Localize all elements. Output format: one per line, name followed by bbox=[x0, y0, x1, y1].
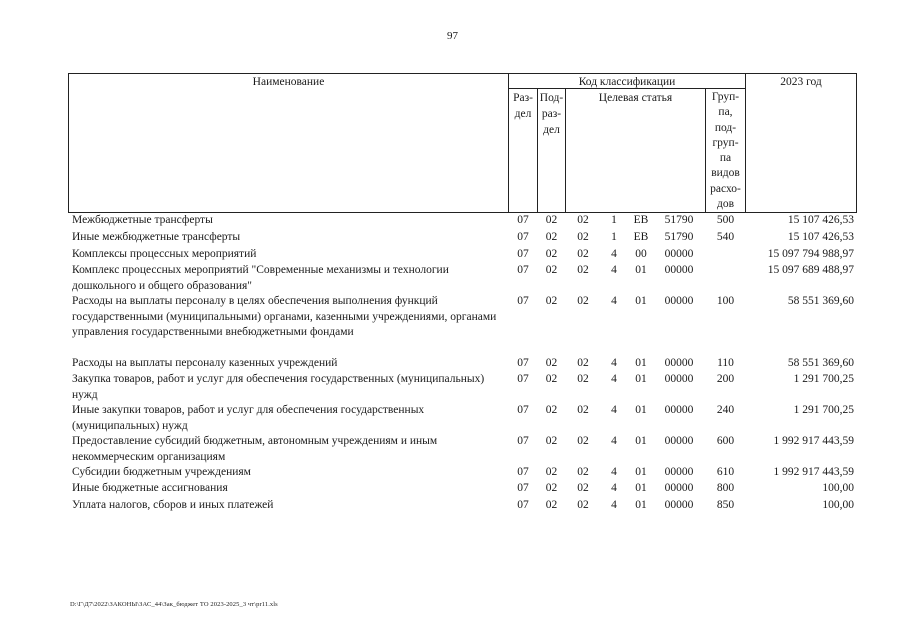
cell-direction: 01 bbox=[635, 357, 647, 369]
cell-subprogram: 1 bbox=[611, 231, 617, 243]
cell-direction: 01 bbox=[635, 264, 647, 276]
cell-program: 02 bbox=[577, 435, 589, 447]
file-path-footer: D:\Г\Д7\2022\ЗАКОНЫ\ЗАС_44\Зак_бюджет ТО 2023-2025_3 чт\pr11.xls bbox=[70, 601, 278, 608]
cell-expense-code: 51790 bbox=[664, 214, 694, 226]
cell-expense-code: 00000 bbox=[664, 264, 694, 276]
cell-direction: ЕВ bbox=[633, 231, 649, 243]
cell-subprogram: 4 bbox=[611, 435, 617, 447]
cell-subprogram: 4 bbox=[611, 248, 617, 260]
row-name: Иные бюджетные ассигнования bbox=[72, 482, 228, 494]
cell-razdel: 07 bbox=[517, 264, 529, 276]
cell-expense-code: 00000 bbox=[664, 499, 694, 511]
cell-program: 02 bbox=[577, 214, 589, 226]
cell-direction: 01 bbox=[635, 373, 647, 385]
cell-expense-code: 51790 bbox=[664, 231, 694, 243]
cell-podrazdel: 02 bbox=[545, 499, 558, 511]
cell-direction: 01 bbox=[635, 295, 647, 307]
cell-amount: 100,00 bbox=[822, 499, 854, 511]
header-target: Целевая статья bbox=[598, 92, 673, 104]
cell-subprogram: 4 bbox=[611, 295, 617, 307]
cell-direction: 00 bbox=[635, 248, 647, 260]
cell-direction: 01 bbox=[635, 404, 647, 416]
cell-program: 02 bbox=[577, 466, 589, 478]
cell-subprogram: 4 bbox=[611, 404, 617, 416]
cell-subprogram: 4 bbox=[611, 482, 617, 494]
cell-amount: 15 107 426,53 bbox=[787, 214, 854, 226]
row-name: Комплекс процессных мероприятий "Современные механизмы и технологии дошкольного и общего образования" bbox=[72, 264, 449, 292]
cell-podrazdel: 02 bbox=[545, 466, 558, 478]
cell-expense-type: 800 bbox=[716, 482, 735, 494]
cell-expense-type: 200 bbox=[716, 373, 735, 385]
cell-program: 02 bbox=[577, 373, 589, 385]
cell-razdel: 07 bbox=[517, 466, 529, 478]
cell-podrazdel: 02 bbox=[545, 357, 558, 369]
cell-razdel: 07 bbox=[517, 482, 529, 494]
cell-amount: 1 291 700,25 bbox=[793, 373, 854, 385]
cell-razdel: 07 bbox=[517, 248, 529, 260]
header-name: Наименование bbox=[252, 76, 325, 88]
cell-expense-code: 00000 bbox=[664, 466, 694, 478]
cell-direction: 01 bbox=[635, 499, 647, 511]
page-number: 97 bbox=[447, 30, 458, 42]
cell-subprogram: 4 bbox=[611, 264, 617, 276]
header-code-classification: Код классификации bbox=[578, 76, 676, 88]
cell-program: 02 bbox=[577, 248, 589, 260]
row-name: Расходы на выплаты персоналу казенных учреждений bbox=[72, 357, 338, 369]
row-name: Расходы на выплаты персоналу в целях обеспечения выполнения функций государственными (муниципальными) органами, казенными учреждениями, органами управления государственными внебюджетными фондами bbox=[72, 295, 497, 338]
cell-amount: 15 097 794 988,97 bbox=[767, 248, 854, 260]
cell-expense-type: 610 bbox=[716, 466, 735, 478]
cell-podrazdel: 02 bbox=[545, 214, 558, 226]
cell-expense-type: 600 bbox=[716, 435, 735, 447]
cell-razdel: 07 bbox=[517, 404, 529, 416]
cell-expense-type: 500 bbox=[716, 214, 735, 226]
cell-amount: 100,00 bbox=[822, 482, 854, 494]
cell-expense-code: 00000 bbox=[664, 295, 694, 307]
cell-expense-code: 00000 bbox=[664, 435, 694, 447]
cell-expense-type: 540 bbox=[716, 231, 735, 243]
cell-podrazdel: 02 bbox=[545, 373, 558, 385]
podrazdel-divider bbox=[565, 88, 566, 213]
row-name: Уплата налогов, сборов и иных платежей bbox=[72, 499, 274, 511]
cell-razdel: 07 bbox=[517, 499, 529, 511]
row-name: Субсидии бюджетным учреждениям bbox=[72, 466, 251, 478]
cell-podrazdel: 02 bbox=[545, 435, 558, 447]
cell-razdel: 07 bbox=[517, 373, 529, 385]
cell-subprogram: 4 bbox=[611, 499, 617, 511]
cell-podrazdel: 02 bbox=[545, 295, 558, 307]
year-col-divider bbox=[745, 73, 746, 213]
cell-amount: 1 992 917 443,59 bbox=[773, 435, 854, 447]
cell-program: 02 bbox=[577, 357, 589, 369]
cell-direction: 01 bbox=[635, 466, 647, 478]
header-podrazdel: Под- раз- дел bbox=[539, 92, 564, 136]
cell-razdel: 07 bbox=[517, 214, 529, 226]
cell-razdel: 07 bbox=[517, 231, 529, 243]
cell-subprogram: 4 bbox=[611, 357, 617, 369]
cell-program: 02 bbox=[577, 499, 589, 511]
cell-amount: 58 551 369,60 bbox=[787, 295, 854, 307]
cell-program: 02 bbox=[577, 482, 589, 494]
cell-podrazdel: 02 bbox=[545, 404, 558, 416]
cell-amount: 58 551 369,60 bbox=[787, 357, 854, 369]
cell-podrazdel: 02 bbox=[545, 482, 558, 494]
cell-podrazdel: 02 bbox=[545, 248, 558, 260]
table-right-border bbox=[856, 73, 857, 213]
cell-direction: ЕВ bbox=[633, 214, 649, 226]
cell-amount: 1 291 700,25 bbox=[793, 404, 854, 416]
cell-expense-code: 00000 bbox=[664, 404, 694, 416]
row-name: Иные межбюджетные трансферты bbox=[72, 231, 241, 243]
cell-expense-type: 240 bbox=[716, 404, 735, 416]
header-razdel: Раз- дел bbox=[513, 92, 533, 120]
cell-subprogram: 1 bbox=[611, 214, 617, 226]
cell-program: 02 bbox=[577, 231, 589, 243]
cell-expense-type: 110 bbox=[717, 357, 734, 369]
cell-expense-code: 00000 bbox=[664, 373, 694, 385]
cell-podrazdel: 02 bbox=[545, 264, 558, 276]
table-left-border bbox=[68, 73, 69, 213]
cell-expense-code: 00000 bbox=[664, 482, 694, 494]
cell-razdel: 07 bbox=[517, 295, 529, 307]
cell-expense-type: 100 bbox=[716, 295, 735, 307]
cell-amount: 15 097 689 488,97 bbox=[767, 264, 854, 276]
cell-expense-type: 850 bbox=[716, 499, 735, 511]
row-name: Иные закупки товаров, работ и услуг для обеспечения государственных (муниципальных) нужд bbox=[72, 404, 425, 432]
cell-expense-code: 00000 bbox=[664, 248, 694, 260]
header-group: Груп- па, под- груп- па видов расхо- дов bbox=[710, 91, 741, 211]
cell-expense-code: 00000 bbox=[664, 357, 694, 369]
cell-razdel: 07 bbox=[517, 357, 529, 369]
cell-program: 02 bbox=[577, 404, 589, 416]
cell-subprogram: 4 bbox=[611, 373, 617, 385]
cell-program: 02 bbox=[577, 295, 589, 307]
row-name: Межбюджетные трансферты bbox=[72, 214, 213, 226]
cell-direction: 01 bbox=[635, 482, 647, 494]
row-name: Предоставление субсидий бюджетным, автономным учреждениям и иным некоммерческим организациям bbox=[72, 435, 438, 463]
cell-subprogram: 4 bbox=[611, 466, 617, 478]
cell-amount: 15 107 426,53 bbox=[787, 231, 854, 243]
header-year: 2023 год bbox=[780, 76, 822, 88]
cell-podrazdel: 02 bbox=[545, 231, 558, 243]
cell-amount: 1 992 917 443,59 bbox=[773, 466, 854, 478]
cell-razdel: 07 bbox=[517, 435, 529, 447]
cell-program: 02 bbox=[577, 264, 589, 276]
row-name: Закупка товаров, работ и услуг для обеспечения государственных (муниципальных) нужд bbox=[72, 373, 485, 401]
cell-direction: 01 bbox=[635, 435, 647, 447]
row-name: Комплексы процессных мероприятий bbox=[72, 248, 257, 260]
